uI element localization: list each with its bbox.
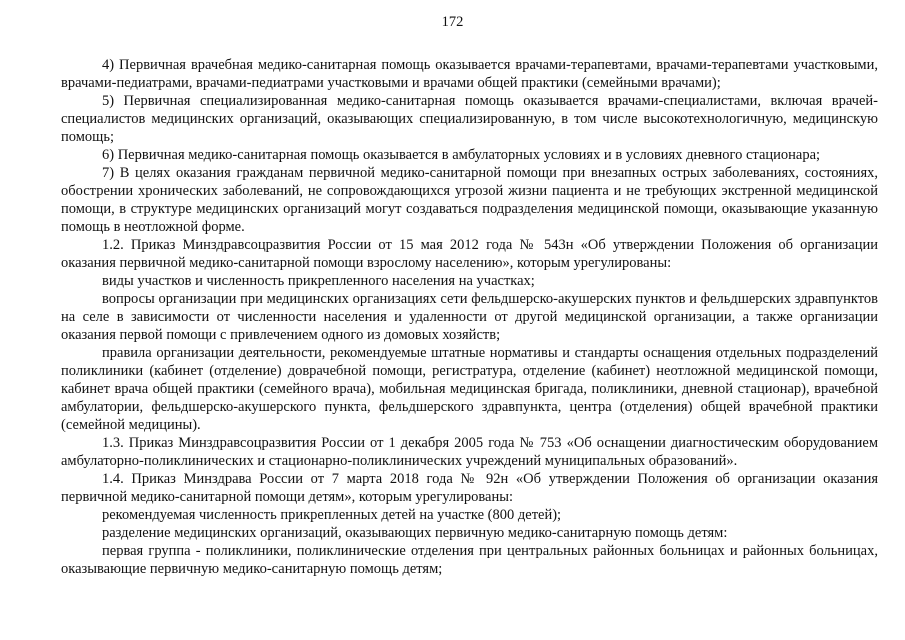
- paragraph-regulated-item: первая группа - поликлиники, поликлинические отделения при центральных районных больницах и районных больницах, оказывающие первичную медико-санитарную помощь детям;: [61, 543, 878, 577]
- paragraph-item-6: 6) Первичная медико-санитарная помощь оказывается в амбулаторных условиях и в условиях дневного стационара;: [102, 147, 821, 163]
- paragraph-item-4: 4) Первичная врачебная медико-санитарная помощь оказывается врачами-терапевтами, врачами-терапевтами участковыми, врачами-педиатрами, врачами-педиатрами участковыми и врачами общей практики (семейными врачами);: [61, 57, 878, 91]
- paragraph-order-92n: 1.4. Приказ Минздрава России от 7 марта 2018 года № 92н «Об утверждении Положения об организации оказания первичной медико-санитарной помощи детям», которым урегулированы:: [61, 471, 878, 505]
- paragraph-item-5: 5) Первичная специализированная медико-санитарная помощь оказывается врачами-специалистами, включая врачей-специалистов медицинских организаций, оказывающих специализированную, в том числе высокотехнологичную, медицинскую помощь;: [61, 93, 878, 145]
- document-body: [61, 56, 878, 578]
- paragraph-regulated-item: вопросы организации при медицинских организациях сети фельдшерско-акушерских пунктов и фельдшерских здравпунктов на селе в зависимости от численности населения и удаленности от другой медицинской организации, а также организации оказания первой помощи с привлечением одного из домовых хозяйств;: [61, 291, 878, 343]
- paragraph-order-543n: 1.2. Приказ Минздравсоцразвития России от 15 мая 2012 года № 543н «Об утверждении Положения об организации оказания первичной медико-санитарной помощи взрослому населению», которым урегулированы:: [61, 237, 878, 271]
- paragraph-regulated-item: рекомендуемая численность прикрепленных детей на участке (800 детей);: [102, 507, 562, 523]
- paragraph-item-7: 7) В целях оказания гражданам первичной медико-санитарной помощи при внезапных острых заболеваниях, состояниях, обострении хронических заболеваний, не сопровождающихся угрозой жизни пациента и не требующих экстренной медицинской помощи, в структуре медицинских организаций могут создаваться подразделения медицинской помощи, оказывающие указанную помощь в неотложной форме.: [61, 165, 878, 235]
- paragraph-regulated-item: виды участков и численность прикрепленного населения на участках;: [102, 273, 535, 289]
- paragraph-regulated-item: правила организации деятельности, рекомендуемые штатные нормативы и стандарты оснащения отдельных подразделений поликлиники (кабинет (отделение) доврачебной помощи, регистратура, отделение (кабинет) неотложной медицинской помощи, кабинет врача общей практики (семейного врача), мобильная медицинская бригада, поликлиники, дневной стационар), врачебной амбулатории, фельдшерско-акушерского пункта, фельдшерского здравпункта, центра (отделения) общей врачебной практики (семейной медицины).: [61, 345, 878, 433]
- page-number: 172: [441, 14, 464, 30]
- paragraph-regulated-item: разделение медицинских организаций, оказывающих первичную медико-санитарную помощь детям:: [102, 525, 728, 541]
- paragraph-order-753: 1.3. Приказ Минздравсоцразвития России от 1 декабря 2005 года № 753 «Об оснащении диагностическим оборудованием амбулаторно-поликлинических и стационарно-поликлинических учреждений муниципальных образований».: [61, 435, 878, 469]
